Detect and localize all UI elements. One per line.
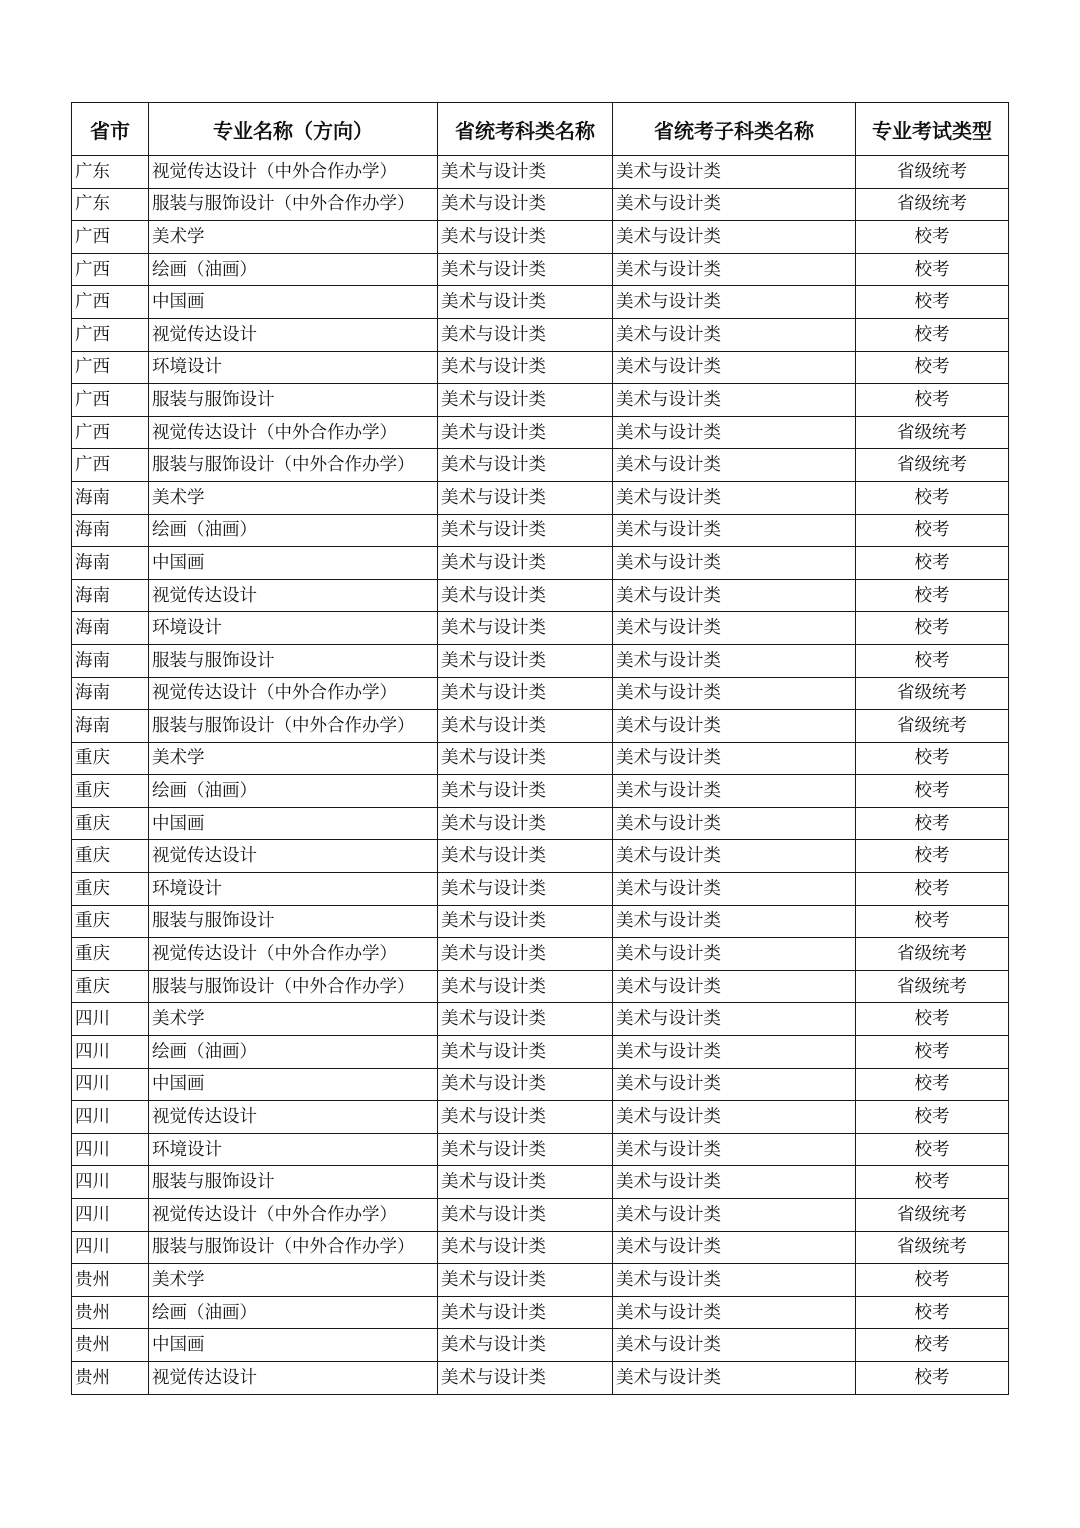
- cell-exam-category: 美术与设计类: [438, 351, 613, 384]
- cell-province: 海南: [72, 644, 149, 677]
- cell-major-name: 视觉传达设计: [149, 1101, 438, 1134]
- cell-major-name: 视觉传达设计（中外合作办学）: [149, 156, 438, 189]
- cell-exam-type: 省级统考: [856, 970, 1009, 1003]
- cell-exam-type: 省级统考: [856, 1199, 1009, 1232]
- cell-major-name: 服装与服饰设计: [149, 644, 438, 677]
- cell-exam-subcategory: 美术与设计类: [613, 1101, 856, 1134]
- cell-major-name: 环境设计: [149, 1133, 438, 1166]
- cell-exam-subcategory: 美术与设计类: [613, 612, 856, 645]
- cell-exam-category: 美术与设计类: [438, 840, 613, 873]
- cell-exam-type: 省级统考: [856, 1231, 1009, 1264]
- cell-province: 广西: [72, 286, 149, 319]
- cell-exam-subcategory: 美术与设计类: [613, 481, 856, 514]
- cell-province: 四川: [72, 1133, 149, 1166]
- cell-exam-subcategory: 美术与设计类: [613, 547, 856, 580]
- cell-exam-category: 美术与设计类: [438, 1296, 613, 1329]
- table-row: [72, 481, 1009, 514]
- cell-exam-subcategory: 美术与设计类: [613, 710, 856, 743]
- cell-exam-type: 校考: [856, 840, 1009, 873]
- table-body: [72, 156, 1009, 1395]
- table-row: [72, 579, 1009, 612]
- cell-exam-category: 美术与设计类: [438, 1003, 613, 1036]
- major-exam-table: [71, 102, 1009, 1395]
- cell-exam-type: 省级统考: [856, 449, 1009, 482]
- table-row: [72, 1199, 1009, 1232]
- cell-province: 海南: [72, 579, 149, 612]
- cell-major-name: 服装与服饰设计（中外合作办学）: [149, 710, 438, 743]
- cell-exam-subcategory: 美术与设计类: [613, 840, 856, 873]
- cell-province: 重庆: [72, 873, 149, 906]
- cell-exam-subcategory: 美术与设计类: [613, 873, 856, 906]
- cell-exam-subcategory: 美术与设计类: [613, 905, 856, 938]
- cell-exam-type: 校考: [856, 775, 1009, 808]
- cell-province: 重庆: [72, 938, 149, 971]
- cell-major-name: 绘画（油画）: [149, 775, 438, 808]
- cell-exam-category: 美术与设计类: [438, 156, 613, 189]
- table-header: [72, 103, 1009, 156]
- cell-major-name: 视觉传达设计: [149, 840, 438, 873]
- cell-exam-category: 美术与设计类: [438, 612, 613, 645]
- cell-province: 海南: [72, 677, 149, 710]
- cell-exam-subcategory: 美术与设计类: [613, 286, 856, 319]
- cell-province: 广西: [72, 416, 149, 449]
- cell-exam-subcategory: 美术与设计类: [613, 807, 856, 840]
- cell-province: 海南: [72, 514, 149, 547]
- table-row: [72, 1133, 1009, 1166]
- cell-exam-type: 校考: [856, 547, 1009, 580]
- cell-exam-subcategory: 美术与设计类: [613, 677, 856, 710]
- header-exam-type: 专业考试类型: [856, 103, 1009, 156]
- cell-major-name: 服装与服饰设计（中外合作办学）: [149, 188, 438, 221]
- table-row: [72, 1036, 1009, 1069]
- cell-major-name: 服装与服饰设计（中外合作办学）: [149, 449, 438, 482]
- cell-major-name: 服装与服饰设计: [149, 384, 438, 417]
- cell-province: 贵州: [72, 1329, 149, 1362]
- cell-exam-subcategory: 美术与设计类: [613, 1133, 856, 1166]
- cell-province: 四川: [72, 1003, 149, 1036]
- cell-exam-type: 省级统考: [856, 710, 1009, 743]
- cell-major-name: 中国画: [149, 547, 438, 580]
- table-row: [72, 1296, 1009, 1329]
- table-row: [72, 318, 1009, 351]
- cell-exam-category: 美术与设计类: [438, 449, 613, 482]
- cell-exam-type: 省级统考: [856, 156, 1009, 189]
- cell-exam-category: 美术与设计类: [438, 416, 613, 449]
- cell-exam-category: 美术与设计类: [438, 1199, 613, 1232]
- cell-province: 四川: [72, 1231, 149, 1264]
- table-row: [72, 1068, 1009, 1101]
- cell-exam-category: 美术与设计类: [438, 1166, 613, 1199]
- cell-major-name: 美术学: [149, 481, 438, 514]
- table-row: [72, 1166, 1009, 1199]
- table-row: [72, 710, 1009, 743]
- cell-exam-type: 校考: [856, 1361, 1009, 1394]
- cell-exam-subcategory: 美术与设计类: [613, 1296, 856, 1329]
- cell-exam-category: 美术与设计类: [438, 547, 613, 580]
- cell-exam-category: 美术与设计类: [438, 1101, 613, 1134]
- cell-province: 四川: [72, 1166, 149, 1199]
- cell-exam-subcategory: 美术与设计类: [613, 1231, 856, 1264]
- cell-province: 重庆: [72, 905, 149, 938]
- cell-major-name: 视觉传达设计（中外合作办学）: [149, 938, 438, 971]
- cell-exam-subcategory: 美术与设计类: [613, 644, 856, 677]
- table-row: [72, 677, 1009, 710]
- cell-province: 重庆: [72, 840, 149, 873]
- cell-exam-subcategory: 美术与设计类: [613, 384, 856, 417]
- cell-exam-type: 校考: [856, 1166, 1009, 1199]
- cell-major-name: 美术学: [149, 1264, 438, 1297]
- cell-exam-category: 美术与设计类: [438, 1133, 613, 1166]
- cell-exam-category: 美术与设计类: [438, 742, 613, 775]
- cell-province: 重庆: [72, 742, 149, 775]
- cell-exam-category: 美术与设计类: [438, 807, 613, 840]
- cell-exam-type: 校考: [856, 1329, 1009, 1362]
- table-row: [72, 1101, 1009, 1134]
- cell-major-name: 美术学: [149, 1003, 438, 1036]
- cell-exam-type: 校考: [856, 1003, 1009, 1036]
- table-row: [72, 253, 1009, 286]
- cell-major-name: 服装与服饰设计（中外合作办学）: [149, 1231, 438, 1264]
- cell-exam-category: 美术与设计类: [438, 384, 613, 417]
- table-row: [72, 905, 1009, 938]
- cell-exam-type: 省级统考: [856, 938, 1009, 971]
- cell-exam-type: 校考: [856, 514, 1009, 547]
- cell-province: 海南: [72, 547, 149, 580]
- cell-exam-category: 美术与设计类: [438, 318, 613, 351]
- cell-major-name: 绘画（油画）: [149, 253, 438, 286]
- cell-exam-category: 美术与设计类: [438, 710, 613, 743]
- cell-exam-category: 美术与设计类: [438, 873, 613, 906]
- cell-exam-category: 美术与设计类: [438, 938, 613, 971]
- cell-exam-subcategory: 美术与设计类: [613, 1003, 856, 1036]
- cell-exam-type: 校考: [856, 318, 1009, 351]
- cell-exam-category: 美术与设计类: [438, 905, 613, 938]
- cell-exam-subcategory: 美术与设计类: [613, 318, 856, 351]
- cell-province: 四川: [72, 1068, 149, 1101]
- cell-major-name: 绘画（油画）: [149, 514, 438, 547]
- cell-exam-subcategory: 美术与设计类: [613, 253, 856, 286]
- cell-major-name: 视觉传达设计（中外合作办学）: [149, 416, 438, 449]
- cell-exam-category: 美术与设计类: [438, 579, 613, 612]
- cell-major-name: 服装与服饰设计（中外合作办学）: [149, 970, 438, 1003]
- cell-exam-subcategory: 美术与设计类: [613, 1264, 856, 1297]
- table-row: [72, 612, 1009, 645]
- header-row: [72, 103, 1009, 156]
- table-row: [72, 807, 1009, 840]
- cell-exam-subcategory: 美术与设计类: [613, 775, 856, 808]
- cell-major-name: 中国画: [149, 286, 438, 319]
- cell-exam-subcategory: 美术与设计类: [613, 449, 856, 482]
- cell-exam-subcategory: 美术与设计类: [613, 938, 856, 971]
- header-major-name: 专业名称（方向）: [149, 103, 438, 156]
- table-row: [72, 775, 1009, 808]
- header-province: 省市: [72, 103, 149, 156]
- cell-province: 广西: [72, 318, 149, 351]
- header-exam-subcategory: 省统考子科类名称: [613, 103, 856, 156]
- cell-exam-type: 校考: [856, 481, 1009, 514]
- cell-major-name: 中国画: [149, 1329, 438, 1362]
- cell-exam-type: 校考: [856, 253, 1009, 286]
- table-row: [72, 970, 1009, 1003]
- cell-exam-type: 校考: [856, 807, 1009, 840]
- cell-exam-subcategory: 美术与设计类: [613, 1166, 856, 1199]
- table-row: [72, 286, 1009, 319]
- cell-major-name: 视觉传达设计: [149, 579, 438, 612]
- cell-exam-type: 校考: [856, 644, 1009, 677]
- table-row: [72, 742, 1009, 775]
- cell-province: 贵州: [72, 1361, 149, 1394]
- cell-province: 广西: [72, 253, 149, 286]
- cell-major-name: 美术学: [149, 742, 438, 775]
- table-row: [72, 938, 1009, 971]
- cell-exam-type: 校考: [856, 286, 1009, 319]
- cell-major-name: 视觉传达设计（中外合作办学）: [149, 677, 438, 710]
- table-row: [72, 1361, 1009, 1394]
- cell-exam-subcategory: 美术与设计类: [613, 1361, 856, 1394]
- table-row: [72, 840, 1009, 873]
- cell-exam-subcategory: 美术与设计类: [613, 156, 856, 189]
- cell-exam-category: 美术与设计类: [438, 1036, 613, 1069]
- cell-major-name: 中国画: [149, 1068, 438, 1101]
- table-row: [72, 547, 1009, 580]
- table-row: [72, 1264, 1009, 1297]
- cell-exam-type: 校考: [856, 1296, 1009, 1329]
- cell-exam-category: 美术与设计类: [438, 1361, 613, 1394]
- table-row: [72, 1231, 1009, 1264]
- cell-province: 海南: [72, 481, 149, 514]
- header-exam-category: 省统考科类名称: [438, 103, 613, 156]
- cell-province: 重庆: [72, 775, 149, 808]
- cell-province: 广西: [72, 351, 149, 384]
- cell-exam-type: 省级统考: [856, 677, 1009, 710]
- cell-exam-type: 校考: [856, 1264, 1009, 1297]
- cell-exam-type: 校考: [856, 221, 1009, 254]
- cell-province: 重庆: [72, 970, 149, 1003]
- table-row: [72, 873, 1009, 906]
- table-row: [72, 644, 1009, 677]
- cell-exam-category: 美术与设计类: [438, 644, 613, 677]
- cell-exam-type: 省级统考: [856, 188, 1009, 221]
- cell-exam-subcategory: 美术与设计类: [613, 742, 856, 775]
- cell-exam-type: 校考: [856, 905, 1009, 938]
- cell-exam-subcategory: 美术与设计类: [613, 1329, 856, 1362]
- cell-exam-type: 省级统考: [856, 416, 1009, 449]
- cell-province: 海南: [72, 710, 149, 743]
- cell-province: 贵州: [72, 1296, 149, 1329]
- cell-major-name: 环境设计: [149, 873, 438, 906]
- table-row: [72, 449, 1009, 482]
- cell-province: 重庆: [72, 807, 149, 840]
- cell-exam-category: 美术与设计类: [438, 221, 613, 254]
- table-row: [72, 188, 1009, 221]
- cell-exam-category: 美术与设计类: [438, 775, 613, 808]
- table-row: [72, 514, 1009, 547]
- cell-major-name: 绘画（油画）: [149, 1296, 438, 1329]
- cell-exam-subcategory: 美术与设计类: [613, 221, 856, 254]
- cell-major-name: 服装与服饰设计: [149, 905, 438, 938]
- cell-province: 四川: [72, 1101, 149, 1134]
- cell-exam-category: 美术与设计类: [438, 1329, 613, 1362]
- cell-exam-subcategory: 美术与设计类: [613, 1199, 856, 1232]
- cell-exam-category: 美术与设计类: [438, 970, 613, 1003]
- cell-exam-subcategory: 美术与设计类: [613, 188, 856, 221]
- cell-exam-subcategory: 美术与设计类: [613, 416, 856, 449]
- cell-province: 广西: [72, 449, 149, 482]
- cell-exam-type: 校考: [856, 1133, 1009, 1166]
- table-row: [72, 1003, 1009, 1036]
- cell-exam-subcategory: 美术与设计类: [613, 1036, 856, 1069]
- table-row: [72, 384, 1009, 417]
- cell-exam-category: 美术与设计类: [438, 1264, 613, 1297]
- cell-exam-category: 美术与设计类: [438, 1231, 613, 1264]
- cell-province: 广东: [72, 156, 149, 189]
- cell-exam-subcategory: 美术与设计类: [613, 1068, 856, 1101]
- cell-exam-category: 美术与设计类: [438, 1068, 613, 1101]
- cell-major-name: 绘画（油画）: [149, 1036, 438, 1069]
- cell-major-name: 环境设计: [149, 612, 438, 645]
- cell-exam-type: 校考: [856, 579, 1009, 612]
- cell-exam-type: 校考: [856, 351, 1009, 384]
- cell-province: 四川: [72, 1036, 149, 1069]
- cell-major-name: 美术学: [149, 221, 438, 254]
- cell-major-name: 中国画: [149, 807, 438, 840]
- cell-province: 广西: [72, 221, 149, 254]
- cell-province: 广东: [72, 188, 149, 221]
- table-row: [72, 351, 1009, 384]
- cell-province: 贵州: [72, 1264, 149, 1297]
- cell-exam-subcategory: 美术与设计类: [613, 579, 856, 612]
- cell-exam-type: 校考: [856, 742, 1009, 775]
- cell-major-name: 环境设计: [149, 351, 438, 384]
- cell-exam-category: 美术与设计类: [438, 188, 613, 221]
- cell-exam-type: 校考: [856, 1101, 1009, 1134]
- cell-province: 海南: [72, 612, 149, 645]
- cell-exam-type: 校考: [856, 1068, 1009, 1101]
- cell-major-name: 服装与服饰设计: [149, 1166, 438, 1199]
- table-row: [72, 1329, 1009, 1362]
- cell-exam-type: 校考: [856, 384, 1009, 417]
- cell-major-name: 视觉传达设计: [149, 318, 438, 351]
- cell-province: 广西: [72, 384, 149, 417]
- cell-exam-subcategory: 美术与设计类: [613, 351, 856, 384]
- cell-exam-type: 校考: [856, 1036, 1009, 1069]
- cell-exam-category: 美术与设计类: [438, 286, 613, 319]
- cell-province: 四川: [72, 1199, 149, 1232]
- cell-major-name: 视觉传达设计（中外合作办学）: [149, 1199, 438, 1232]
- table-row: [72, 156, 1009, 189]
- cell-exam-category: 美术与设计类: [438, 481, 613, 514]
- cell-major-name: 视觉传达设计: [149, 1361, 438, 1394]
- cell-exam-type: 校考: [856, 873, 1009, 906]
- cell-exam-category: 美术与设计类: [438, 514, 613, 547]
- cell-exam-subcategory: 美术与设计类: [613, 514, 856, 547]
- cell-exam-category: 美术与设计类: [438, 677, 613, 710]
- table-row: [72, 221, 1009, 254]
- cell-exam-category: 美术与设计类: [438, 253, 613, 286]
- cell-exam-subcategory: 美术与设计类: [613, 970, 856, 1003]
- cell-exam-type: 校考: [856, 612, 1009, 645]
- table-row: [72, 416, 1009, 449]
